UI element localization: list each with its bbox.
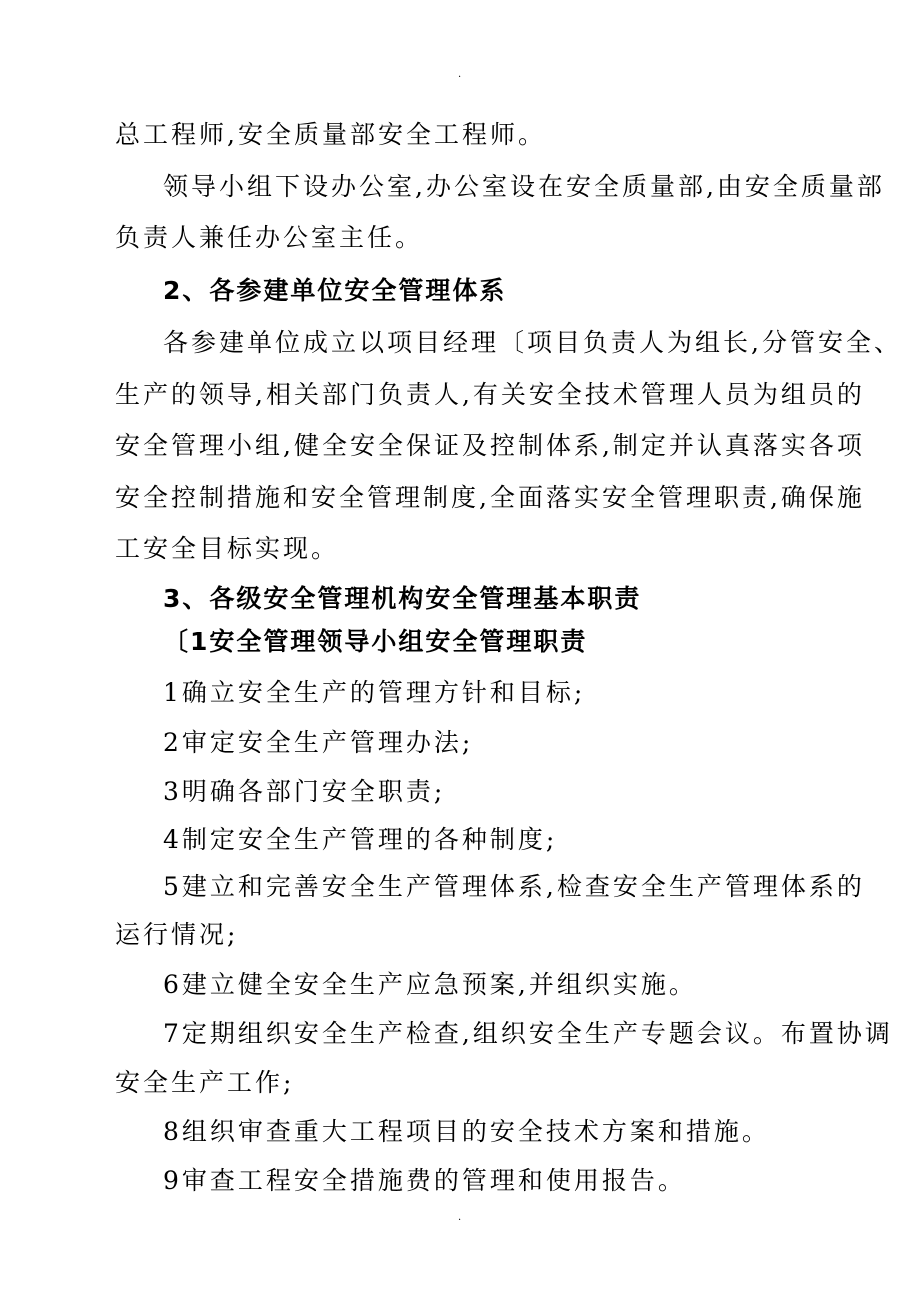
paragraph-line: 安全控制措施和安全管理制度,全面落实安全管理职责,确保施 bbox=[115, 483, 865, 512]
list-item: 9审查工程安全措施费的管理和使用报告。 bbox=[163, 1166, 686, 1195]
list-item: 4制定安全生产管理的各种制度; bbox=[163, 825, 558, 854]
paragraph-line: 各参建单位成立以项目经理〔项目负责人为组长,分管安全、 bbox=[163, 328, 902, 357]
list-item: 6建立健全安全生产应急预案,并组织实施。 bbox=[163, 970, 697, 999]
paragraph-line: 工安全目标实现。 bbox=[115, 534, 340, 563]
paragraph-line: 安全管理小组,健全安全保证及控制体系,制定并认真落实各项 bbox=[115, 431, 865, 460]
list-item: 8组织审查重大工程项目的安全技术方案和措施。 bbox=[163, 1117, 770, 1146]
list-item: 2审定安全生产管理办法; bbox=[163, 728, 474, 757]
paragraph-line: 负责人兼任办公室主任。 bbox=[115, 223, 424, 252]
paragraph-line: 总工程师,安全质量部安全工程师。 bbox=[115, 120, 546, 149]
list-item: 1确立安全生产的管理方针和目标; bbox=[163, 678, 586, 707]
page-bottom-mark: . bbox=[458, 1212, 462, 1223]
list-item: 7定期组织安全生产检查,组织安全生产专题会议。布置协调 bbox=[163, 1019, 893, 1048]
list-item-continuation: 安全生产工作; bbox=[115, 1068, 295, 1097]
subsection-heading-1: 〔1安全管理领导小组安全管理职责 bbox=[163, 627, 588, 656]
page-top-mark: . bbox=[458, 69, 462, 80]
list-item: 3明确各部门安全职责; bbox=[163, 777, 446, 806]
list-item: 5建立和完善安全生产管理体系,检查安全生产管理体系的 bbox=[163, 872, 865, 901]
paragraph-line: 生产的领导,相关部门负责人,有关安全技术管理人员为组员的 bbox=[115, 380, 865, 409]
section-heading-3: 3、各级安全管理机构安全管理基本职责 bbox=[163, 584, 642, 613]
list-item-continuation: 运行情况; bbox=[115, 920, 239, 949]
paragraph-line: 领导小组下设办公室,办公室设在安全质量部,由安全质量部 bbox=[163, 172, 885, 201]
section-heading-2: 2、各参建单位安全管理体系 bbox=[163, 276, 507, 305]
